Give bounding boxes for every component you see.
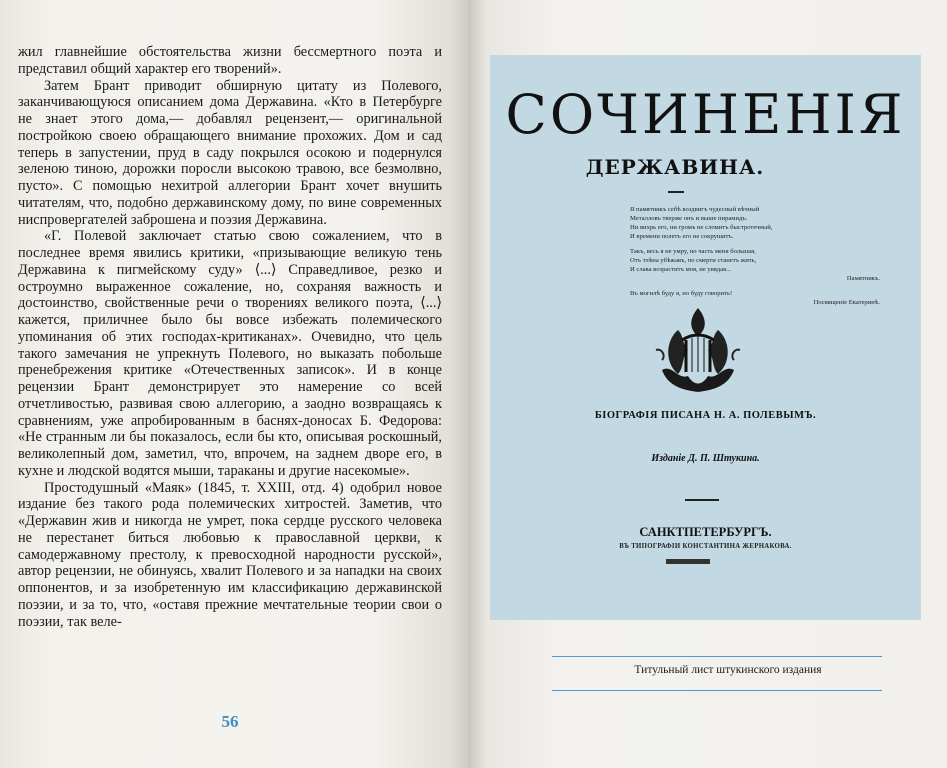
separator-dash: [685, 499, 719, 501]
caption-rule-bottom: [552, 690, 882, 691]
separator-dash: [668, 191, 684, 193]
epigraph-source: Посвященіе Екатеринѣ.: [813, 299, 880, 306]
biography-line: БІОГРАФІЯ ПИСАНА Н. А. ПОЛЕВЫМЪ.: [594, 410, 817, 421]
title-page-illustration: [490, 55, 921, 620]
paragraph: Простодушный «Маяк» (1845, т. XXIII, отд. 4) одобрил новое издание без такого рода полемических хитростей. Заметив, что «Державин жив и никогда не умрет, пока сердце русского человека не перестанет биться любовью к православной церкви, к самодержавному престолу, к превосходной народности русской», автор рецензии, не обинуясь, хвалит Полевого и за нападки на своих оппонентов, и за изобретенную им классификацию державинской поэзии, и за то, что, «оставя прежние мечтательные теории свои о поэзии, так веле-: [18, 479, 442, 630]
epigraph-line: И времени полетъ его не сокрушитъ.: [630, 233, 734, 240]
city-line: САНКТПЕТЕРБУРГЪ.: [639, 525, 772, 539]
page-number: 56: [221, 712, 239, 731]
epigraph-line: Металловъ тверже онъ и выше пирамидъ.: [630, 215, 748, 222]
left-page: [0, 0, 468, 768]
title-page-subtitle: ДЕРЖАВИНА.: [585, 155, 765, 179]
printer-line: ВЪ ТИПОГРАФІИ КОНСТАНТИНА ЖЕРНАКОВА.: [619, 543, 792, 550]
paragraph: «Г. Полевой заключает статью свою сожалением, что в последнее время явились критики, «призывающие великую тень Державина к пигмейскому суду» ⟨...⟩ Справедливое, резко и остроумно выраженное сожаление, но, сохраняя важность и достоинство, свойственные речи о творениях великого поэта, ⟨...⟩ кажется, приличнее было бы вовсе избежать полемического упоминания об этих господах-критиканах». Очевидно, что цель такого замечания не упрекнуть Полевого, но выказать побольше пренебрежения критике «Отечественных записок». И в конце рецензии Брант демонстрирует это намерение со всей отчетливостью, развивая свою аллегорию, а заодно возвращаясь к сравнениям, уже апробированным в баснях-доносах Б. Федорова: «Не странным ли бы показалось, если бы кто, описывая роскошный, великолепный дом, заметил, что, впрочем, на заднем дворе его, в кухне и людской водятся мыши, тараканы и другие насекомые».: [18, 228, 442, 479]
epigraph-line: Такъ, весь я не умру, но часть меня большая,: [630, 248, 756, 255]
epigraph-line: Я памятникъ себѣ воздвигъ чудесный вѣчный: [630, 206, 760, 213]
paragraph: Затем Брант приводит обширную цитату из Полевого, заканчивающуюся описанием дома Державина. «Кто в Петербурге не знает этого дома,— добавлял рецензент,— оригинальной постройкою своею обращающего внимание прохожих. Дом и сад теперь в запустении, пруд в саду покрылся осокою и подернулся зеленою тиною, дорожки поросли высокою травою, все безмолвно, пусто». С помощью нехитрой аллегории Брант хочет внушить читателям, что, подобно державинскому дому, по вине современных ниспровергателей заброшена и поэзия Державина.: [18, 77, 442, 228]
epigraph: [630, 205, 880, 307]
lyre-vignette: [648, 300, 748, 400]
body-text: [18, 44, 442, 630]
epigraph-line: Ни вихрь его, ни громъ не сломитъ быстротечный,: [630, 224, 773, 231]
epigraph-line: И слава возраститъ моя, не увядая...: [630, 266, 732, 273]
epigraph-source: Памятникъ.: [846, 275, 880, 282]
epigraph-line: Въ могилѣ буду я, но буду говорить!: [630, 290, 733, 297]
paragraph: жил главнейшие обстоятельства жизни бессмертного поэта и представил общий характер его творений».: [18, 44, 442, 77]
caption-rule-top: [552, 656, 882, 657]
title-page-title: СОЧИНЕНІЯ: [505, 83, 906, 146]
date-smudge: [666, 559, 710, 564]
illustration-caption: Титульный лист штукинского издания: [634, 664, 822, 676]
epigraph-line: Отъ тлѣна убѣжавъ, по смерти станетъ жить,: [630, 257, 757, 264]
edition-line: Изданіе Д. П. Штукина.: [651, 453, 760, 464]
